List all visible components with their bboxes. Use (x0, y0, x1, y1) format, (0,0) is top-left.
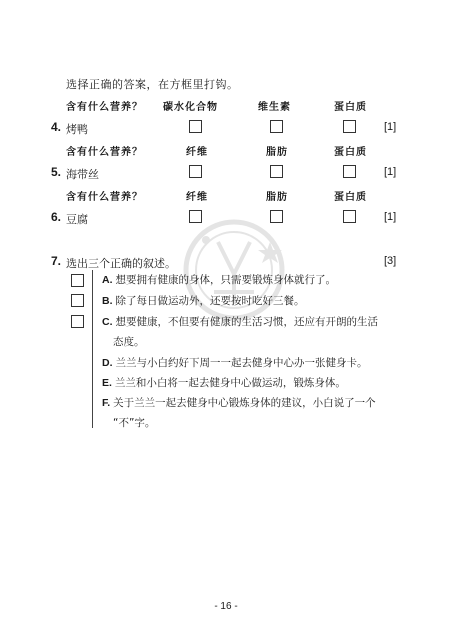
q4-number: 4. (51, 120, 62, 134)
options-divider (92, 270, 93, 428)
q4-header-protein: 蛋白质 (334, 102, 367, 113)
q4-checkbox-vitamin[interactable] (270, 120, 283, 133)
q5-checkbox-protein[interactable] (343, 165, 356, 178)
q7-checkbox-3[interactable] (71, 315, 84, 328)
q7-number: 7. (51, 254, 62, 268)
instruction-text: 选择正确的答案，在方框里打钩。 (66, 78, 239, 91)
q4-header-vitamin: 维生素 (258, 102, 291, 113)
q4-header-label: 含有什么营养？ (66, 102, 143, 113)
q5-number: 5. (51, 165, 62, 179)
q7-option-b-letter: B. (102, 295, 113, 307)
q7-option-f-letter: F. (102, 397, 111, 409)
q7-option-c-line2: 态度。 (113, 336, 145, 348)
q7-option-f-text: 关于兰兰一起去健身中心锻炼身体的建议，小白说了一个 (113, 397, 376, 409)
q6-mark: [1] (384, 211, 397, 223)
q6-checkbox-protein[interactable] (343, 210, 356, 223)
q4-checkbox-protein[interactable] (343, 120, 356, 133)
q6-header-fat: 脂肪 (266, 192, 288, 203)
q7-option-a (102, 273, 336, 287)
q6-header-protein: 蛋白质 (334, 192, 367, 203)
q7-option-a-text: 想要拥有健康的身体，只需要锻炼身体就行了。 (115, 274, 336, 286)
q7-option-e-letter: E. (102, 377, 112, 389)
q7-checkbox-2[interactable] (71, 294, 84, 307)
q6-header-label: 含有什么营养？ (66, 192, 143, 203)
q6-checkbox-fat[interactable] (270, 210, 283, 223)
q7-option-f (102, 396, 376, 410)
q5-food: 海带丝 (66, 168, 99, 181)
q6-header-fiber: 纤维 (186, 192, 208, 203)
q4-food: 烤鸭 (66, 123, 88, 136)
q7-option-a-letter: A. (102, 274, 113, 286)
q4-mark: [1] (384, 121, 397, 133)
q7-checkbox-1[interactable] (71, 274, 84, 287)
q7-option-e (102, 376, 346, 390)
q5-checkbox-fiber[interactable] (189, 165, 202, 178)
q6-number: 6. (51, 210, 62, 224)
q7-option-e-text: 兰兰和小白将一起去健身中心做运动，锻炼身体。 (114, 377, 346, 389)
q6-checkbox-fiber[interactable] (189, 210, 202, 223)
q5-header-fat: 脂肪 (266, 147, 288, 158)
q7-mark: [3] (384, 255, 397, 267)
q7-option-c-letter: C. (102, 316, 113, 328)
q6-food: 豆腐 (66, 213, 88, 226)
q5-header-label: 含有什么营养？ (66, 147, 143, 158)
q5-header-fiber: 纤维 (186, 147, 208, 158)
q7-option-d-text: 兰兰与小白约好下周一一起去健身中心办一张健身卡。 (115, 357, 368, 369)
q7-option-d-letter: D. (102, 357, 113, 369)
q4-header-carbs: 碳水化合物 (163, 102, 218, 113)
q7-option-c (102, 315, 378, 329)
q7-option-c-text: 想要健康，不但要有健康的生活习惯，还应有开朗的生活 (115, 316, 378, 328)
q5-mark: [1] (384, 166, 397, 178)
q7-option-f-line2: “不”字。 (113, 417, 156, 429)
q7-option-b (102, 294, 305, 308)
q4-checkbox-carbs[interactable] (189, 120, 202, 133)
q5-header-protein: 蛋白质 (334, 147, 367, 158)
q7-prompt: 选出三个正确的叙述。 (66, 257, 176, 270)
q7-option-d (102, 356, 368, 370)
q7-option-b-text: 除了每日做运动外，还要按时吃好三餐。 (115, 295, 305, 307)
q5-checkbox-fat[interactable] (270, 165, 283, 178)
page-number: - 16 - (214, 601, 238, 612)
